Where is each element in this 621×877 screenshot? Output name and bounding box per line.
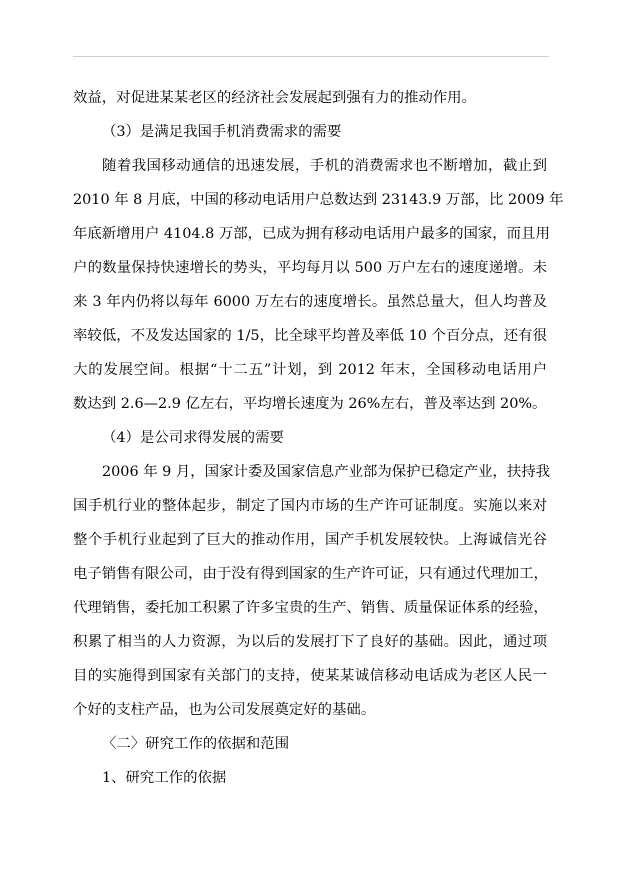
- text-line: 积累了相当的人力资源，为以后的发展打下了良好的基础。因此，通过项: [73, 634, 547, 650]
- text-line: 率较低，不及发达国家的 1/5，比全球平均普及率低 10 个百分点，还有很: [73, 328, 547, 344]
- text-line: 数达到 2.6—2.9 亿左右，平均增长速度为 26%左右，普及率达到 20%。: [73, 396, 547, 412]
- section-heading: （3）是满足我国手机消费需求的需要: [102, 124, 342, 140]
- text-line: 户的数量保持快速增长的势头，平均每月以 500 万户左右的速度递增。未: [73, 260, 547, 276]
- text-line: 年底新增用户 4104.8 万部，已成为拥有移动电话用户最多的国家，而且用: [73, 226, 550, 242]
- header-rule: [73, 56, 549, 57]
- text-line: 随着我国移动通信的迅速发展，手机的消费需求也不断增加，截止到: [102, 158, 547, 174]
- text-line: 目的实施得到国家有关部门的支持，使某某诚信移动电话成为老区人民一: [73, 668, 547, 684]
- text-line: 个好的支柱产品，也为公司发展奠定好的基础。: [73, 702, 376, 718]
- section-heading: （4）是公司求得发展的需要: [102, 430, 284, 446]
- text-line: 代理销售，委托加工积累了许多宝贵的生产、销售、质量保证体系的经验，: [73, 600, 548, 616]
- text-line: 国手机行业的整体起步，制定了国内市场的生产许可证制度。实施以来对: [73, 498, 547, 514]
- text-line: 2010 年 8 月底，中国的移动电话用户总数达到 23143.9 万部，比 2009 年: [73, 192, 564, 208]
- section-heading: 〈二〉研究工作的依据和范围: [102, 736, 290, 752]
- text-line: 来 3 年内仍将以每年 6000 万左右的速度增长。虽然总量大，但人均普及: [73, 294, 547, 310]
- subsection-heading: 1、研究工作的依据: [102, 770, 227, 786]
- text-line: 整个手机行业起到了巨大的推动作用，国产手机发展较快。上海诚信光谷: [73, 532, 547, 548]
- text-line: 大的发展空间。根据“十二五”计划，到 2012 年末，全国移动电话用户: [73, 362, 547, 378]
- text-line: 效益，对促进某某老区的经济社会发展起到强有力的推动作用。: [73, 90, 476, 106]
- text-line: 电子销售有限公司，由于没有得到国家的生产许可证，只有通过代理加工，: [73, 566, 548, 582]
- text-line: 2006 年 9 月，国家计委及国家信息产业部为保护已稳定产业，扶持我: [102, 464, 551, 480]
